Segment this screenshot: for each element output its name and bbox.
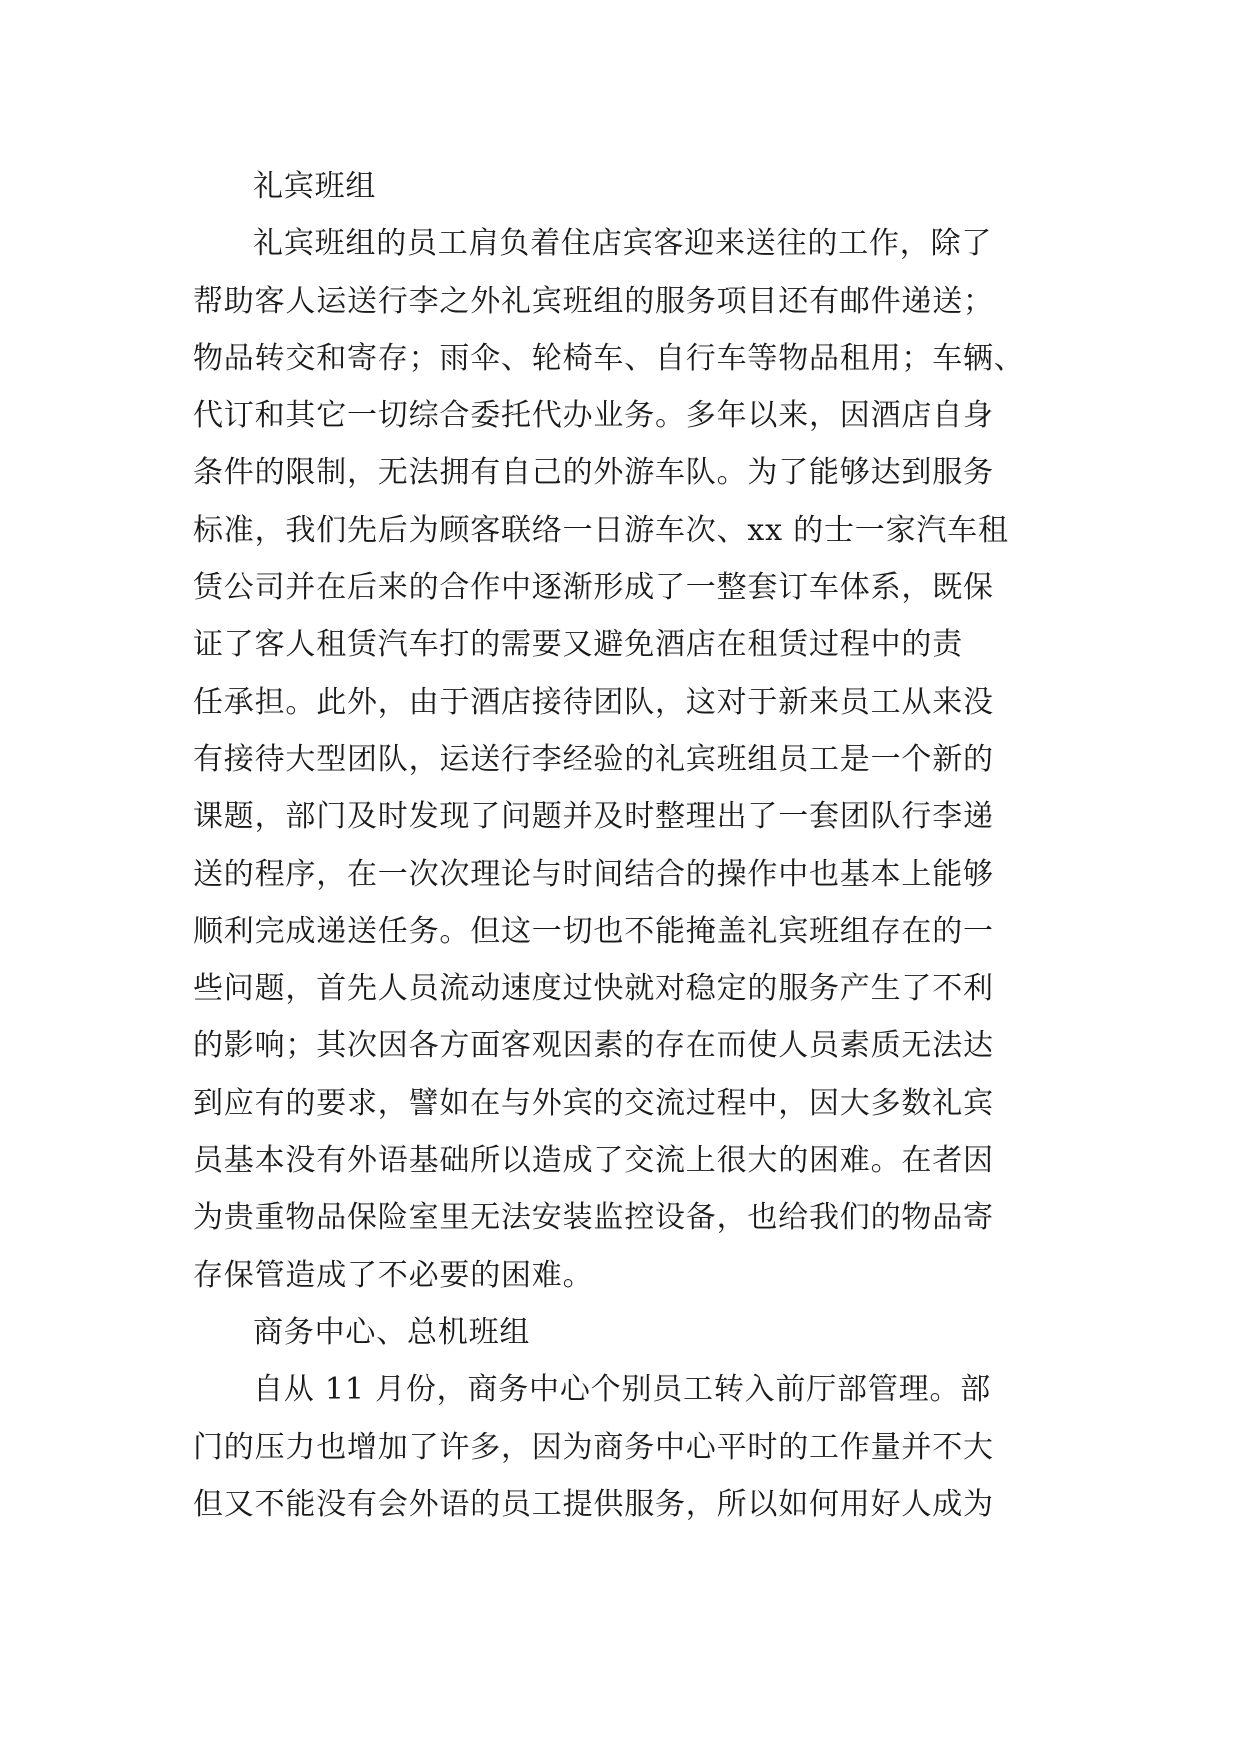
paragraph-line: 的影响；其次因各方面客观因素的存在而使人员素质无法达 <box>193 1028 994 1064</box>
paragraph-line: 员基本没有外语基础所以造成了交流上很大的困难。在者因 <box>193 1143 994 1179</box>
section-heading-concierge: 礼宾班组 <box>253 169 377 204</box>
paragraph-line: 有接待大型团队，运送行李经验的礼宾班组员工是一个新的 <box>193 741 994 777</box>
paragraph-line: 代订和其它一切综合委托代办业务。多年以来，因酒店自身 <box>193 398 994 434</box>
paragraph-line: 物品转交和寄存；雨伞、轮椅车、自行车等物品租用；车辆、 <box>193 340 1025 376</box>
paragraph-line: 些问题，首先人员流动速度过快就对稳定的服务产生了不利 <box>193 971 994 1007</box>
paragraph-line: 礼宾班组的员工肩负着住店宾客迎来送往的工作，除了 <box>253 226 993 262</box>
paragraph-line: 门的压力也增加了许多，因为商务中心平时的工作量并不大 <box>193 1429 994 1465</box>
paragraph-line: 但又不能没有会外语的员工提供服务，所以如何用好人成为 <box>193 1486 994 1522</box>
paragraph-line: 任承担。此外，由于酒店接待团队，这对于新来员工从来没 <box>193 684 994 720</box>
paragraph-line: 标准，我们先后为顾客联络一日游车次、xx 的士一家汽车租 <box>193 512 1009 548</box>
section-heading-business-center: 商务中心、总机班组 <box>253 1314 531 1350</box>
paragraph-line: 条件的限制，无法拥有自己的外游车队。为了能够达到服务 <box>193 455 994 491</box>
paragraph-line: 课题，部门及时发现了问题并及时整理出了一套团队行李递 <box>193 799 994 835</box>
paragraph-line: 自从 11 月份，商务中心个别员工转入前厅部管理。部 <box>253 1372 992 1408</box>
paragraph-line: 为贵重物品保险室里无法安装监控设备，也给我们的物品寄 <box>193 1200 994 1236</box>
paragraph-line: 存保管造成了不必要的困难。 <box>193 1257 594 1293</box>
paragraph-line: 顺利完成递送任务。但这一切也不能掩盖礼宾班组存在的一 <box>193 913 994 949</box>
section-paragraph-business-center <box>193 1361 1073 1533</box>
paragraph-line: 赁公司并在后来的合作中逐渐形成了一整套订车体系，既保 <box>193 570 994 606</box>
document-body <box>193 158 1073 1533</box>
paragraph-line: 送的程序，在一次次理论与时间结合的操作中也基本上能够 <box>193 856 994 892</box>
paragraph-line: 到应有的要求，譬如在与外宾的交流过程中，因大多数礼宾 <box>193 1085 994 1121</box>
paragraph-line: 证了客人租赁汽车打的需要又避免酒店在租赁过程中的责 <box>193 627 963 663</box>
paragraph-line: 帮助客人运送行李之外礼宾班组的服务项目还有邮件递送； <box>193 283 994 319</box>
section-paragraph-concierge <box>193 215 1073 1304</box>
